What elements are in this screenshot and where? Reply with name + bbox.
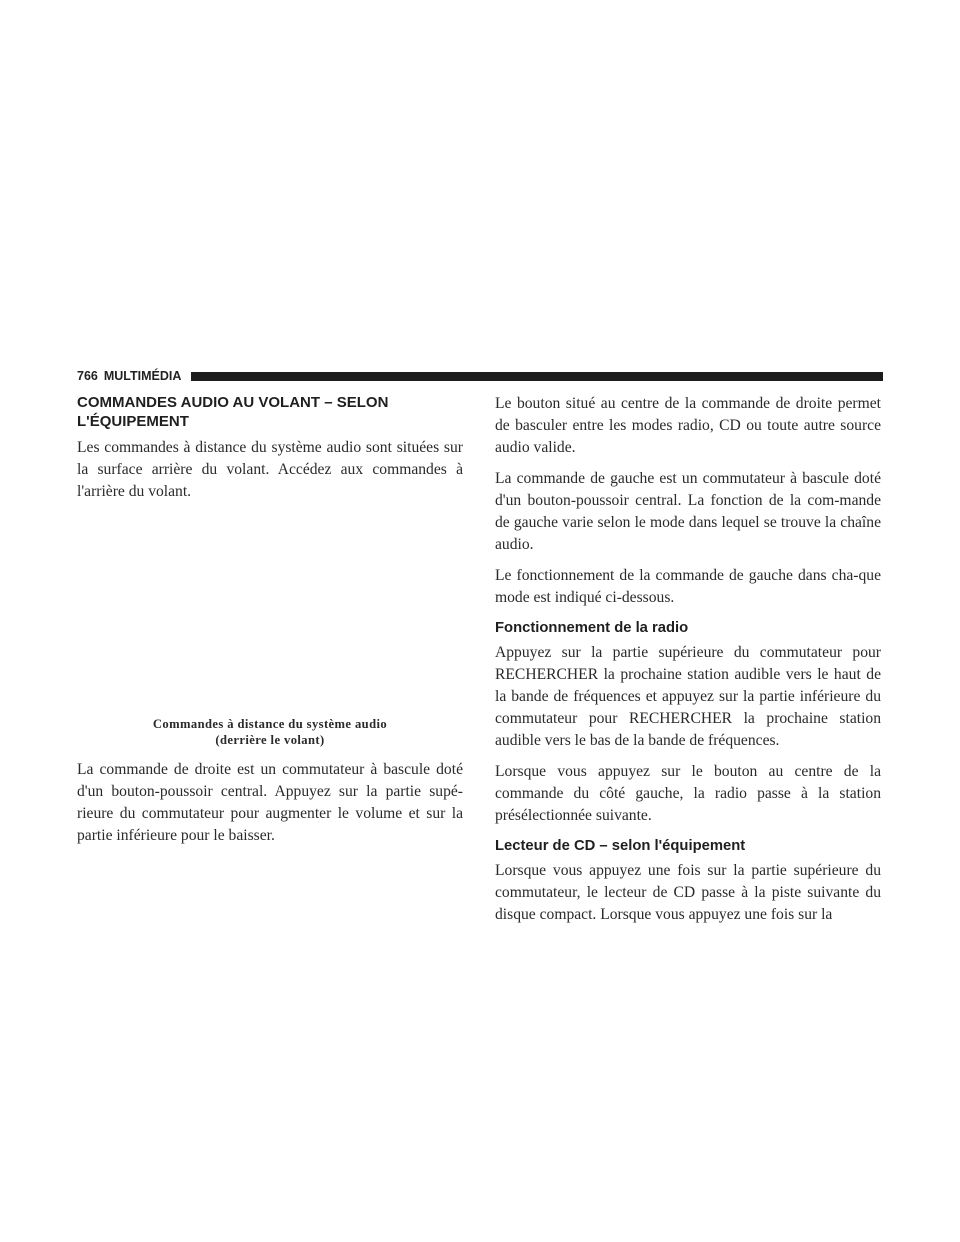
right-control-paragraph: La commande de droite est un commutateur à bascule doté d'un bouton-poussoir central. Appuyez sur la partie supé-rieure du commutateur pour augmenter le volume et sur la partie inférieure pour le baisser. xyxy=(77,761,463,844)
caption-line1: Commandes à distance du système audio xyxy=(152,717,388,731)
intro-paragraph: Les commandes à distance du système audio sont situées sur la surface arrière du volant. Accédez aux commandes à l'arrière du volant. xyxy=(77,439,463,500)
modes-paragraph: Le fonctionnement de la commande de gauche dans cha-que mode est indiqué ci-dessous. xyxy=(495,567,881,606)
radio-seek-paragraph: Appuyez sur la partie supérieure du commutateur pour RECHERCHER la prochaine station audible vers le haut de la bande de fréquences et appuyez sur la partie inférieure du commutateur pour RECHERCHER la prochaine station audible vers le bas de la bande de fréquences. xyxy=(495,644,881,749)
caption-line2: (derrière le volant) xyxy=(215,733,325,747)
page-header xyxy=(77,367,883,385)
page-number: 766 xyxy=(77,369,98,383)
right-column xyxy=(495,393,881,935)
left-column xyxy=(77,393,463,856)
radio-preset-paragraph: Lorsque vous appuyez sur le bouton au centre de la commande du côté gauche, la radio passe à la station présélectionnée suivante. xyxy=(495,763,881,824)
radio-heading: Fonctionnement de la radio xyxy=(495,620,689,636)
section-title xyxy=(77,393,463,431)
figure-caption xyxy=(77,716,463,748)
header-rule xyxy=(191,372,883,381)
section-title-line2: L'ÉQUIPEMENT xyxy=(77,413,189,430)
left-control-paragraph: La commande de gauche est un commutateur à bascule doté d'un bouton-poussoir central. La fonction de la com-mande de gauche varie selon le mode dans lequel se trouve la chaîne audio. xyxy=(495,470,881,553)
section-name: MULTIMÉDIA xyxy=(103,369,182,383)
cd-heading: Lecteur de CD – selon l'équipement xyxy=(495,838,746,854)
center-button-paragraph: Le bouton situé au centre de la commande de droite permet de basculer entre les modes radio, CD ou toute autre source audio valide. xyxy=(495,395,881,456)
cd-paragraph: Lorsque vous appuyez une fois sur la partie supérieure du commutateur, le lecteur de CD passe à la piste suivante du disque compact. Lorsque vous appuyez une fois sur la xyxy=(495,862,881,923)
figure-placeholder xyxy=(77,512,463,716)
section-title-line1: COMMANDES AUDIO AU VOLANT – SELON xyxy=(77,394,389,411)
